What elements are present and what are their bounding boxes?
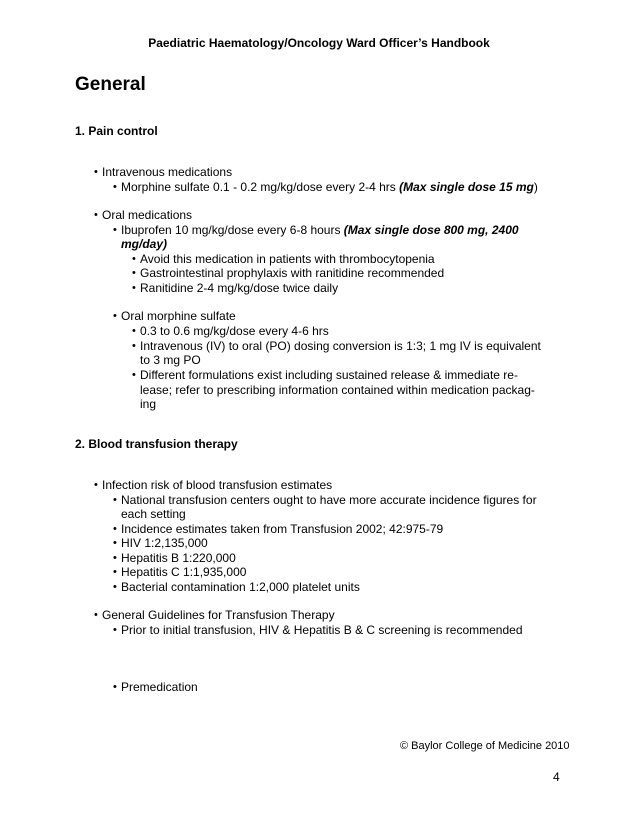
bullet-icon: • — [94, 166, 98, 178]
list-item: • Hepatitis C 1:1,935,000 — [113, 565, 247, 579]
list-item: • Prior to initial transfusion, HIV & Hepatitis B & C screening is recommended — [113, 623, 523, 637]
bullet-icon: • — [113, 181, 117, 193]
list-item-continuation: ing — [140, 397, 157, 411]
list-item: • Oral medications — [94, 208, 193, 222]
bullet-icon: • — [113, 310, 117, 322]
section-heading-blood-transfusion: 2. Blood transfusion therapy — [75, 437, 238, 451]
bullet-icon: • — [113, 566, 117, 578]
list-item: • Avoid this medication in patients with thrombocytopenia — [132, 252, 435, 266]
bullet-icon: • — [132, 253, 136, 265]
bullet-icon: • — [113, 537, 117, 549]
list-item-continuation: lease; refer to prescribing information contained within medication packag- — [140, 383, 535, 397]
list-item: • Infection risk of blood transfusion estimates — [94, 478, 333, 492]
bullet-icon: • — [94, 209, 98, 221]
bullet-icon: • — [132, 340, 136, 352]
running-header: Paediatric Haematology/Oncology Ward Officer’s Handbook — [148, 36, 490, 50]
bullet-icon: • — [132, 282, 136, 294]
bullet-icon: • — [132, 369, 136, 381]
list-item: • Different formulations exist including sustained release & immediate re- — [132, 368, 518, 382]
page-title: General — [75, 74, 146, 95]
bullet-icon: • — [113, 624, 117, 636]
bullet-icon: • — [113, 224, 117, 236]
list-item: • Intravenous medications — [94, 165, 233, 179]
list-item: • Morphine sulfate 0.1 - 0.2 mg/kg/dose every 2-4 hrs (Max single dose 15 mg) — [113, 180, 538, 194]
bullet-icon: • — [113, 552, 117, 564]
list-item: • Premedication — [113, 680, 198, 694]
copyright-footer: © Baylor College of Medicine 2010 — [400, 740, 570, 752]
list-item: • Ibuprofen 10 mg/kg/dose every 6-8 hours (Max single dose 800 mg, 2400 — [113, 223, 519, 237]
bullet-icon: • — [132, 325, 136, 337]
list-item-continuation: each setting — [121, 507, 186, 521]
bullet-icon: • — [113, 681, 117, 693]
list-item: • 0.3 to 0.6 mg/kg/dose every 4-6 hrs — [132, 324, 329, 338]
list-item: • National transfusion centers ought to have more accurate incidence figures for — [113, 493, 537, 507]
list-item: • Gastrointestinal prophylaxis with ranitidine recommended — [132, 266, 445, 280]
list-item: • Oral morphine sulfate — [113, 309, 236, 323]
page-number: 4 — [553, 770, 560, 784]
list-item: • HIV 1:2,135,000 — [113, 536, 208, 550]
bullet-icon: • — [94, 609, 98, 621]
bullet-icon: • — [113, 581, 117, 593]
list-item-continuation: to 3 mg PO — [140, 353, 201, 367]
list-item: • Ranitidine 2-4 mg/kg/dose twice daily — [132, 281, 339, 295]
bullet-icon: • — [113, 523, 117, 535]
list-item: • Intravenous (IV) to oral (PO) dosing conversion is 1:3; 1 mg IV is equivalent — [132, 339, 541, 353]
list-item: • Incidence estimates taken from Transfusion 2002; 42:975-79 — [113, 522, 444, 536]
section-heading-pain-control: 1. Pain control — [75, 124, 158, 138]
list-item: • Hepatitis B 1:220,000 — [113, 551, 236, 565]
list-item-continuation: mg/day) — [121, 237, 168, 251]
bullet-icon: • — [94, 479, 98, 491]
bullet-icon: • — [132, 267, 136, 279]
bullet-icon: • — [113, 494, 117, 506]
list-item: • General Guidelines for Transfusion Therapy — [94, 608, 335, 622]
list-item: • Bacterial contamination 1:2,000 platelet units — [113, 580, 360, 594]
